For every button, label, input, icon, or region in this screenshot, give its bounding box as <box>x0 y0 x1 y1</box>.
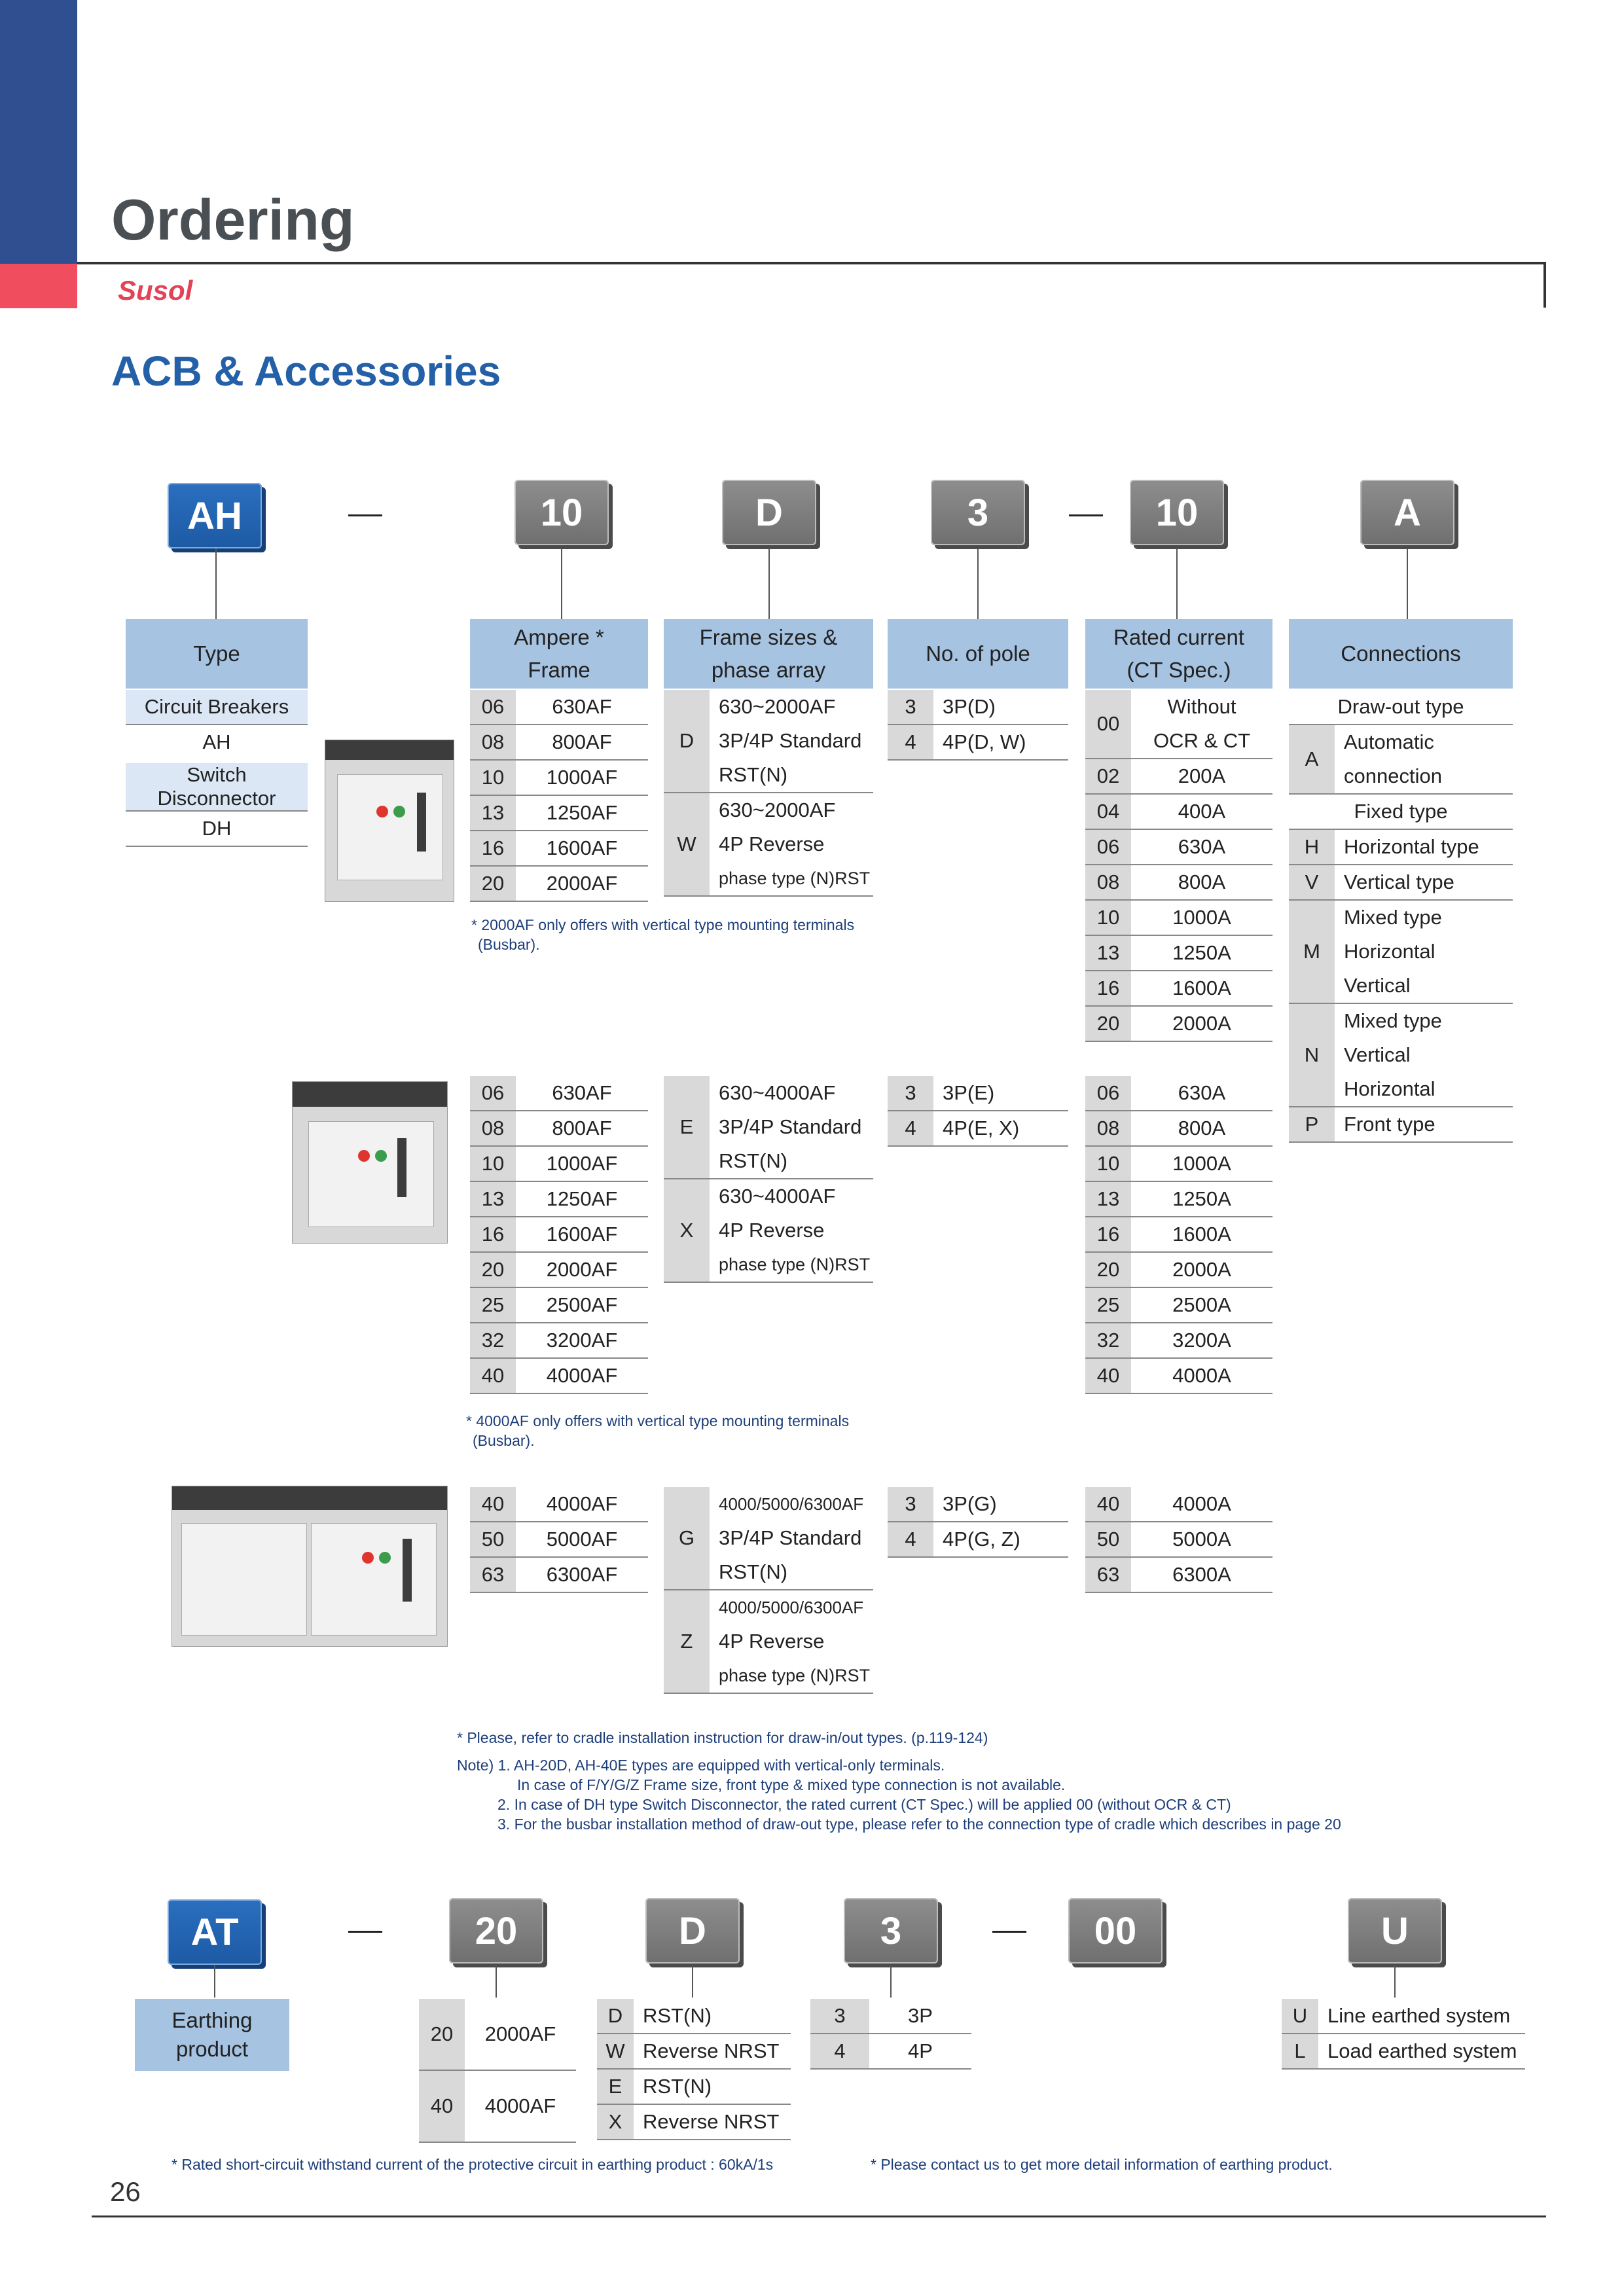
group1-pole-table <box>888 690 1068 761</box>
group2-frame-table: E 630~4000AF 3P/4P Standard RST(N) X 630~4000AF 4P Reverse phase type (N)RST <box>664 1076 873 1283</box>
table-row: 3 3P(E) <box>888 1076 1068 1111</box>
group2-pole-table <box>888 1076 1068 1147</box>
table-row: 16 1600A <box>1085 971 1272 1006</box>
type-cb-label: Circuit Breakers <box>126 690 308 725</box>
rated-header <box>1085 619 1272 689</box>
table-row: D RST(N) <box>597 1999 791 2034</box>
group2-rated-table <box>1085 1076 1272 1394</box>
ampere-header <box>470 619 648 689</box>
code-key-frame: D <box>722 480 816 545</box>
table-row: 10 1000AF <box>470 1146 648 1181</box>
group1-rated-table: 00 Without OCR & CT 02 200A 04 400A 06 630A 08 800A 10 1000A 13 1250A 16 1600A 20 2000A <box>1085 690 1272 1042</box>
table-row: 25 2500AF <box>470 1287 648 1323</box>
table-row: X Reverse NRST <box>597 2104 791 2140</box>
table-row: 13 1250A <box>1085 935 1272 971</box>
table-row: 08 800A <box>1085 1111 1272 1146</box>
table-row: 20 2000AF <box>470 1252 648 1287</box>
table-row: 40 4000AF <box>470 1358 648 1393</box>
code-dash <box>992 1931 1026 1933</box>
rated-header-line2: (CT Spec.) <box>1127 658 1231 682</box>
earthing-note-2: * Please contact us to get more detail information of earthing product. <box>871 2156 1333 2173</box>
type-sd-code: DH <box>126 811 308 846</box>
table-row: 13 1250A <box>1085 1181 1272 1217</box>
footer-rule <box>92 2215 1546 2217</box>
earthing-note-1: * Rated short-circuit withstand current of the protective circuit in earthing product : 60kA/1s <box>171 2156 774 2173</box>
connector-line <box>692 1965 693 1998</box>
code-key-at-rated: 00 <box>1068 1898 1163 1964</box>
table-row: 32 3200A <box>1085 1323 1272 1358</box>
product-photo-ah-large <box>171 1486 448 1647</box>
table-row: 20 2000AF <box>419 1999 576 2070</box>
code-key-rated: 10 <box>1130 480 1224 545</box>
group3-ampere-table <box>470 1487 648 1593</box>
ampere-header-line2: Frame <box>528 658 590 682</box>
table-row: 10 1000AF <box>470 760 648 795</box>
connections-header: Connections <box>1289 619 1513 689</box>
table-row: 16 1600AF <box>470 831 648 866</box>
table-row: 3 3P(D) <box>888 690 1068 725</box>
rated-header-line1: Rated current <box>1113 625 1244 649</box>
connections-table: Draw-out type A Automatic connection Fixed type H Horizontal type V Vertical type M Mixed type Horizontal Vertical N Mixed type Vertical Horizontal P Front type <box>1289 690 1513 1143</box>
code-dash <box>1069 514 1103 516</box>
table-row: 16 1600A <box>1085 1217 1272 1252</box>
table-row: 40 4000AF <box>470 1487 648 1522</box>
type-cb-code: AH <box>126 725 308 761</box>
code-dash <box>348 514 382 516</box>
group2-note: * 4000AF only offers with vertical type mounting terminals (Busbar). <box>466 1412 850 1449</box>
group3-rated-table <box>1085 1487 1272 1593</box>
table-row: 10 1000A <box>1085 900 1272 935</box>
table-row: 32 3200AF <box>470 1323 648 1358</box>
connector-line <box>214 1965 215 1998</box>
table-row: 4 4P <box>810 2034 971 2069</box>
frame-header-line1: Frame sizes & <box>699 625 838 649</box>
connector-line <box>496 1965 497 1998</box>
group1-ampere-table <box>470 690 648 902</box>
code-key-at-frame: D <box>645 1898 740 1964</box>
table-row: 50 5000AF <box>470 1522 648 1557</box>
table-row: 4 4P(G, Z) <box>888 1522 1068 1557</box>
earthing-ampere-table <box>419 1999 576 2143</box>
frame-header <box>664 619 873 689</box>
table-row: U Line earthed system <box>1282 1999 1525 2034</box>
table-row: 20 2000A <box>1085 1252 1272 1287</box>
product-photo-ah-medium <box>292 1081 448 1244</box>
ampere-header-line1: Ampere * <box>514 625 604 649</box>
table-row: 63 6300AF <box>470 1557 648 1592</box>
type-header: Type <box>126 619 308 689</box>
table-row: 04 400A <box>1085 794 1272 829</box>
header-rule <box>77 262 1546 264</box>
table-row: 20 2000A <box>1085 1006 1272 1041</box>
table-row: 40 4000AF <box>419 2070 576 2142</box>
table-row: 25 2500A <box>1085 1287 1272 1323</box>
table-row: 3 3P <box>810 1999 971 2034</box>
table-row: L Load earthed system <box>1282 2034 1525 2069</box>
header-rule-end <box>1543 262 1546 308</box>
code-key-type: AH <box>168 483 262 548</box>
table-row: 10 1000A <box>1085 1146 1272 1181</box>
table-row: 40 4000A <box>1085 1358 1272 1393</box>
code-key-at-system: U <box>1348 1898 1442 1964</box>
connector-line <box>977 548 979 619</box>
page-title: Ordering <box>111 187 355 252</box>
code-key-at-type: AT <box>168 1899 262 1965</box>
header-accent-blue <box>0 0 77 264</box>
connector-line <box>561 548 562 619</box>
code-key-connection: A <box>1360 480 1454 545</box>
table-row: 02 200A <box>1085 759 1272 794</box>
table-row: 20 2000AF <box>470 866 648 901</box>
group3-frame-table: G 4000/5000/6300AF 3P/4P Standard RST(N) Z 4000/5000/6300AF 4P Reverse phase type (N)RST <box>664 1487 873 1694</box>
table-row: 4 4P(E, X) <box>888 1111 1068 1146</box>
table-row: 50 5000A <box>1085 1522 1272 1557</box>
brand-logo: Susol <box>118 275 193 306</box>
type-sd-label: Switch Disconnector <box>126 761 308 811</box>
code-key-at-ampere: 20 <box>449 1898 543 1964</box>
table-row: E RST(N) <box>597 2069 791 2104</box>
table-row: 06 630AF <box>470 690 648 725</box>
code-dash <box>348 1931 382 1933</box>
code-key-ampere: 10 <box>514 480 609 545</box>
group1-note: * 2000AF only offers with vertical type mounting terminals (Busbar). <box>471 916 855 953</box>
table-row: 13 1250AF <box>470 1181 648 1217</box>
earthing-system-table <box>1282 1999 1525 2070</box>
pole-header: No. of pole <box>888 619 1068 689</box>
group3-pole-table <box>888 1487 1068 1558</box>
table-row: 40 4000A <box>1085 1487 1272 1522</box>
table-row: 06 630A <box>1085 829 1272 865</box>
table-row: 4 4P(D, W) <box>888 725 1068 760</box>
connector-line <box>1407 548 1408 619</box>
product-photo-ah-small <box>325 740 454 902</box>
type-table <box>126 690 308 847</box>
group2-ampere-table <box>470 1076 648 1394</box>
connector-line <box>768 548 770 619</box>
code-key-pole: 3 <box>931 480 1025 545</box>
earthing-frame-table <box>597 1999 791 2140</box>
group1-frame-table: D 630~2000AF 3P/4P Standard RST(N) W 630~2000AF 4P Reverse phase type (N)RST <box>664 690 873 897</box>
table-row: 16 1600AF <box>470 1217 648 1252</box>
table-row: 13 1250AF <box>470 795 648 831</box>
header-accent-red <box>0 264 77 308</box>
frame-header-line2: phase array <box>711 658 826 682</box>
connector-line <box>1394 1965 1396 1998</box>
earthing-pole-table <box>810 1999 971 2070</box>
connector-line <box>890 1965 892 1998</box>
code-key-at-pole: 3 <box>844 1898 938 1964</box>
table-row: 08 800AF <box>470 1111 648 1146</box>
section-title: ACB & Accessories <box>111 348 501 395</box>
page-number: 26 <box>110 2176 141 2207</box>
table-row: 08 800AF <box>470 725 648 760</box>
general-notes: * Please, refer to cradle installation instruction for draw-in/out types. (p.119-124) Note) 1. AH-20D, AH-40E types are equipped with vertical-only terminals. In case of F/Y/G/Z Frame size, front type & mixed type connection is not available. 2. In case of DH type Switch Disconnector, the rated current (CT Spec.) will be applied 00 (without OCR & CT) 3. For the busbar installation method of draw-out type, please refer to the connection type of cradle which describes in page 20 <box>457 1729 1341 1833</box>
table-row: 06 630A <box>1085 1076 1272 1111</box>
table-row: W Reverse NRST <box>597 2034 791 2069</box>
table-row: 08 800A <box>1085 865 1272 900</box>
table-row: 06 630AF <box>470 1076 648 1111</box>
table-row: 63 6300A <box>1085 1557 1272 1592</box>
connector-line <box>1176 548 1178 619</box>
table-row: 3 3P(G) <box>888 1487 1068 1522</box>
connector-line <box>215 548 217 619</box>
earthing-product-label: Earthing product <box>135 1999 289 2071</box>
